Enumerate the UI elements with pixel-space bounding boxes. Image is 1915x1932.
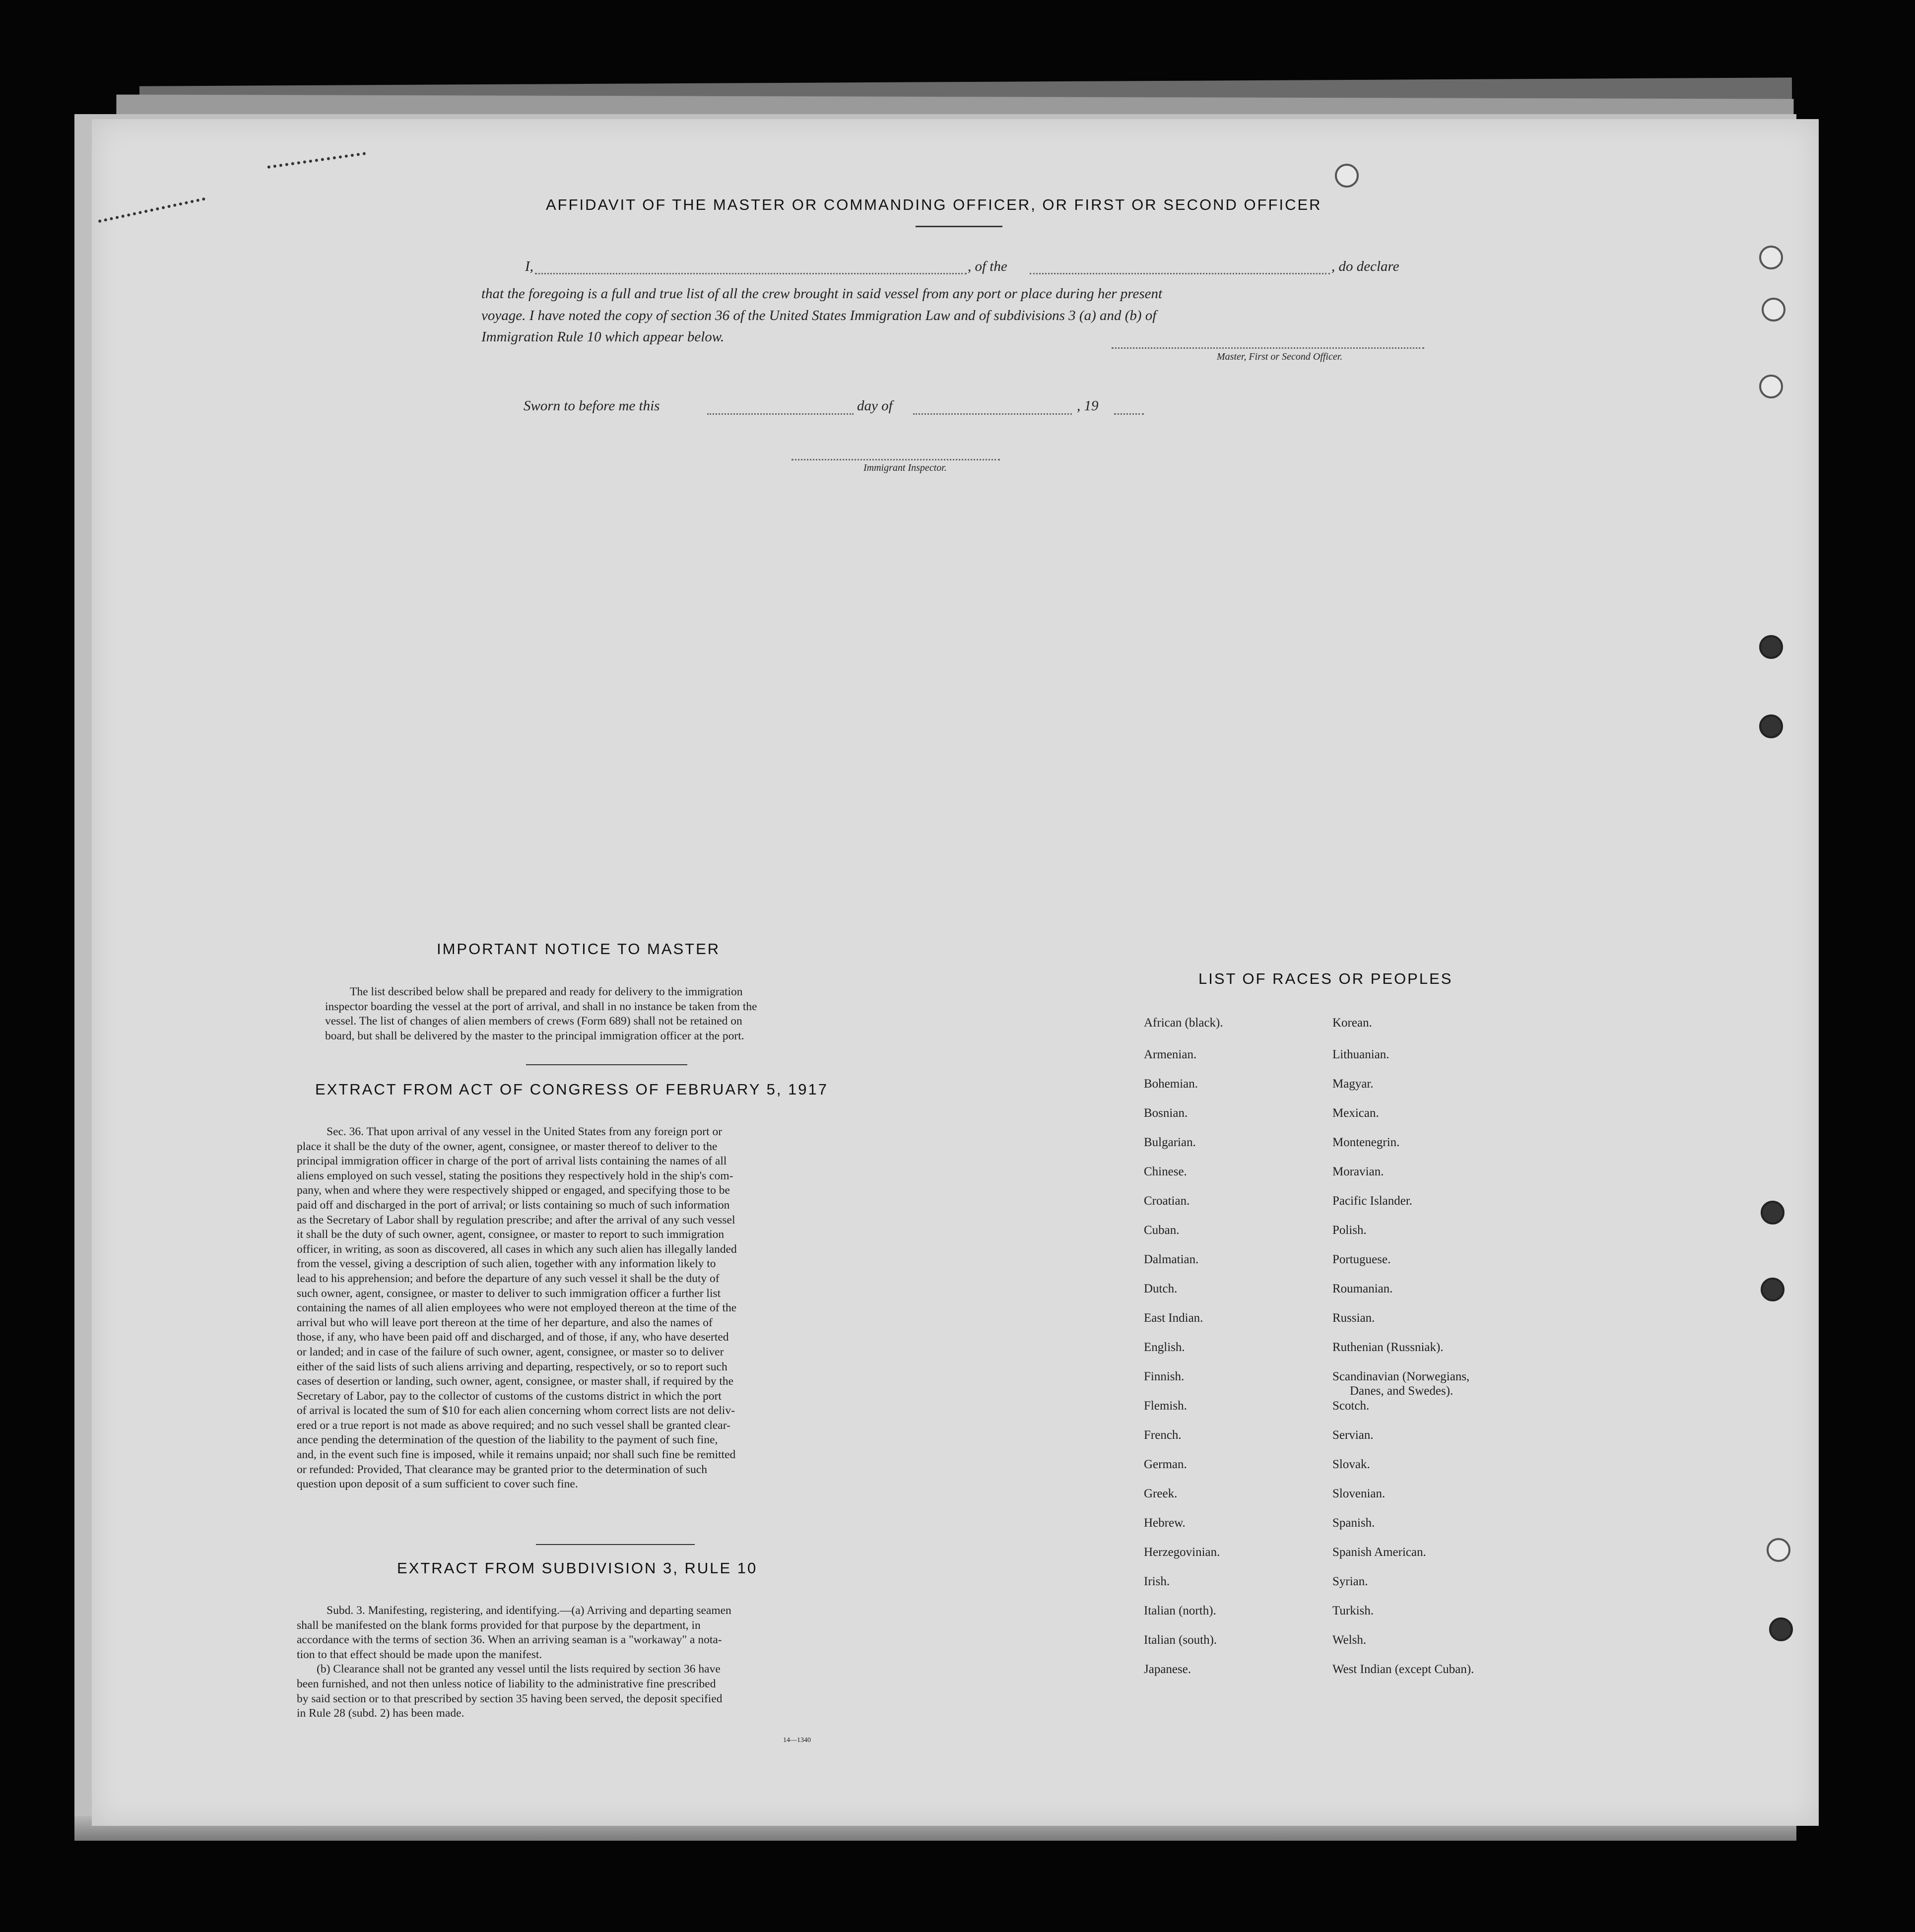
- race-left: Croatian.: [1144, 1194, 1190, 1208]
- rule-line: accordance with the terms of section 36. When an arriving seaman is a "workaway" a nota-: [297, 1633, 722, 1647]
- binder-hole-icon: [1335, 164, 1359, 188]
- notice-line: vessel. The list of changes of alien members of crews (Form 689) shall not be retained on: [325, 1015, 742, 1028]
- race-left: Dalmatian.: [1144, 1253, 1199, 1266]
- act-line: pany, when and where they were respectively shipped or engaged, and specifying those to be: [297, 1184, 730, 1197]
- affidavit-line-2: voyage. I have noted the copy of section 36 of the United States Immigration Law and of subdivisions 3 (a) and (b) of: [481, 308, 1157, 323]
- affidavit-do-declare: , do declare: [1331, 258, 1399, 274]
- act-line: it shall be the duty of such owner, agent, consignee, or master to report to such immigration: [297, 1228, 725, 1241]
- master-signature-line[interactable]: [1112, 347, 1424, 349]
- race-left: Finnish.: [1144, 1370, 1185, 1383]
- race-right: Roumanian.: [1332, 1282, 1393, 1295]
- act-line: paid off and discharged in the port of arrival; or lists containing so much of such information: [297, 1198, 730, 1212]
- act-line: Sec. 36. That upon arrival of any vessel in the United States from any foreign port or: [327, 1125, 723, 1138]
- race-right: Scandinavian (Norwegians,: [1332, 1370, 1470, 1383]
- race-right: Ruthenian (Russniak).: [1332, 1341, 1444, 1354]
- sworn-year-prefix: , 19: [1077, 398, 1099, 414]
- race-right: Spanish.: [1332, 1516, 1375, 1530]
- binder-hole-icon: [1759, 246, 1783, 269]
- race-right: West Indian (except Cuban).: [1332, 1663, 1474, 1676]
- inspector-signature-line[interactable]: [792, 459, 1000, 460]
- race-right: Syrian.: [1332, 1575, 1368, 1588]
- race-right: Polish.: [1332, 1224, 1367, 1237]
- master-signature-label: Master, First or Second Officer.: [1217, 351, 1343, 362]
- act-line: principal immigration officer in charge of the port of arrival lists containing the names of all: [297, 1155, 727, 1168]
- race-right: Magyar.: [1332, 1077, 1374, 1091]
- section-rule: [526, 1064, 687, 1065]
- race-left: Greek.: [1144, 1487, 1178, 1500]
- race-right-continuation: Danes, and Swedes).: [1350, 1384, 1453, 1398]
- race-right: Russian.: [1332, 1311, 1375, 1325]
- race-right: Scotch.: [1332, 1399, 1370, 1413]
- sworn-day-line[interactable]: [707, 413, 854, 415]
- act-line: and, in the event such fine is imposed, while it remains unpaid; nor shall such fine be remitted: [297, 1448, 736, 1462]
- sworn-day-of: day of: [857, 398, 893, 414]
- race-left: Flemish.: [1144, 1399, 1187, 1413]
- section-rule: [536, 1544, 695, 1545]
- race-left: Armenian.: [1144, 1048, 1197, 1061]
- act-extract-title: EXTRACT FROM ACT OF CONGRESS OF FEBRUARY 5, 1917: [315, 1081, 829, 1098]
- rule-line: Subd. 3. Manifesting, registering, and identifying.—(a) Arriving and departing seamen: [327, 1604, 731, 1617]
- race-left: English.: [1144, 1341, 1185, 1354]
- binder-hole-icon: [1761, 1201, 1784, 1224]
- rule-line: in Rule 28 (subd. 2) has been made.: [297, 1707, 464, 1720]
- affidavit-title: AFFIDAVIT OF THE MASTER OR COMMANDING OFFICER, OR FIRST OR SECOND OFFICER: [546, 196, 1322, 213]
- affidavit-i-label: I,: [525, 258, 533, 274]
- race-right: Servian.: [1332, 1428, 1374, 1442]
- race-left: Bohemian.: [1144, 1077, 1198, 1091]
- act-line: place it shall be the duty of the owner, agent, consignee, or master thereof to deliver to the: [297, 1140, 718, 1153]
- rule-extract-title: EXTRACT FROM SUBDIVISION 3, RULE 10: [397, 1559, 758, 1577]
- rule-line: tion to that effect should be made upon the manifest.: [297, 1648, 542, 1661]
- race-left: French.: [1144, 1428, 1182, 1442]
- act-line: as the Secretary of Labor shall by regulation prescribe; and after the arrival of any such vessel: [297, 1213, 735, 1226]
- rule-line: (b) Clearance shall not be granted any vessel until the lists required by section 36 have: [317, 1663, 721, 1676]
- act-line: aliens employed on such vessel, stating the positions they respectively hold in the ship's com-: [297, 1169, 733, 1182]
- race-right: Montenegrin.: [1332, 1136, 1400, 1149]
- race-left: African (black).: [1144, 1016, 1223, 1030]
- act-line: or refunded: Provided, That clearance may be granted prior to the determination of such: [297, 1463, 707, 1476]
- race-left: Herzegovinian.: [1144, 1546, 1220, 1559]
- act-line: arrival but who will leave port thereon at the time of her departure, and also the names of: [297, 1316, 713, 1329]
- rule-line: been furnished, and not then unless notice of liability to the administrative fine prescribed: [297, 1677, 716, 1690]
- act-line: lead to his apprehension; and before the departure of any such vessel it shall be the duty of: [297, 1272, 720, 1285]
- vessel-name-line[interactable]: [1030, 273, 1330, 274]
- title-rule: [916, 226, 1002, 227]
- race-left: Dutch.: [1144, 1282, 1178, 1295]
- binder-hole-icon: [1762, 298, 1785, 322]
- binder-hole-icon: [1767, 1538, 1790, 1562]
- affidavit-line-1: that the foregoing is a full and true list of all the crew brought in said vessel from any port or place during her present: [481, 286, 1163, 302]
- act-extract-body: [297, 1125, 737, 1492]
- race-right: Portuguese.: [1332, 1253, 1391, 1266]
- binder-hole-icon: [1759, 375, 1783, 398]
- rule-line: shall be manifested on the blank forms provided for that purpose by the department, in: [297, 1618, 701, 1632]
- act-line: containing the names of all alien employees who were not employed thereon at the time of the: [297, 1301, 737, 1315]
- race-left: Hebrew.: [1144, 1516, 1186, 1530]
- binder-hole-icon: [1759, 714, 1783, 738]
- race-right: Korean.: [1332, 1016, 1372, 1030]
- race-right: Spanish American.: [1332, 1546, 1426, 1559]
- race-right: Slovak.: [1332, 1458, 1370, 1471]
- notice-line: The list described below shall be prepared and ready for delivery to the immigration: [350, 985, 743, 998]
- race-right: Moravian.: [1332, 1165, 1384, 1178]
- sworn-month-line[interactable]: [913, 413, 1072, 415]
- act-line: of arrival is located the sum of $10 for each alien concerning whom correct lists are not deliv-: [297, 1404, 735, 1417]
- race-right: Lithuanian.: [1332, 1048, 1389, 1061]
- binder-hole-icon: [1759, 635, 1783, 659]
- notice-body: [325, 985, 757, 1043]
- races-title: LIST OF RACES OR PEOPLES: [1198, 970, 1453, 987]
- race-left: Chinese.: [1144, 1165, 1187, 1178]
- affidavit-of-the: , of the: [968, 258, 1007, 274]
- master-name-line[interactable]: [535, 273, 967, 274]
- act-line: officer, in writing, as soon as discovered, all cases in which any such alien has illegally landed: [297, 1242, 737, 1256]
- act-line: ered or a true report is not made as above required; and no such vessel shall be granted clear-: [297, 1418, 730, 1432]
- rule-extract-body: [297, 1604, 731, 1721]
- race-left: German.: [1144, 1458, 1187, 1471]
- race-right: Turkish.: [1332, 1604, 1374, 1617]
- document-sheet: [92, 119, 1819, 1826]
- race-left: Cuban.: [1144, 1224, 1180, 1237]
- act-line: from the vessel, giving a description of such alien, together with any information likely to: [297, 1257, 716, 1271]
- act-line: either of the said lists of such aliens arriving and departing, respectively, or so to report such: [297, 1360, 727, 1373]
- act-line: those, if any, who have been paid off and discharged, and of those, if any, who have deserted: [297, 1331, 729, 1344]
- act-line: Secretary of Labor, pay to the collector of customs of the customs district in which the port: [297, 1389, 722, 1403]
- act-line: or landed; and in case of the failure of such owner, agent, consignee, or master so to deliver: [297, 1345, 724, 1358]
- race-left: Irish.: [1144, 1575, 1170, 1588]
- notice-line: inspector boarding the vessel at the port of arrival, and shall in no instance be taken from the: [325, 1000, 757, 1013]
- race-right: Slovenian.: [1332, 1487, 1386, 1500]
- race-right: Mexican.: [1332, 1106, 1379, 1120]
- sworn-year-line[interactable]: [1114, 413, 1144, 415]
- race-left: Italian (north).: [1144, 1604, 1216, 1617]
- race-right: Welsh.: [1332, 1633, 1367, 1647]
- affidavit-line-3: Immigration Rule 10 which appear below.: [481, 329, 725, 345]
- race-right: Pacific Islander.: [1332, 1194, 1413, 1208]
- act-line: cases of desertion or landing, such owner, agent, consignee, or master shall, if required by the: [297, 1375, 734, 1388]
- race-left: Italian (south).: [1144, 1633, 1217, 1647]
- act-line: question upon deposit of a sum sufficient to cover such fine.: [297, 1478, 578, 1491]
- act-line: ance pending the determination of the question of the liability to the payment of such fine,: [297, 1433, 718, 1447]
- rule-line: by said section or to that prescribed by section 35 having been served, the deposit specified: [297, 1692, 723, 1705]
- inspector-label: Immigrant Inspector.: [863, 462, 947, 473]
- sworn-label: Sworn to before me this: [524, 398, 660, 414]
- race-left: Japanese.: [1144, 1663, 1191, 1676]
- act-line: such owner, agent, consignee, or master to deliver to such immigration officer a further list: [297, 1287, 721, 1300]
- race-left: Bosnian.: [1144, 1106, 1188, 1120]
- notice-line: board, but shall be delivered by the master to the principal immigration officer at the port.: [325, 1029, 744, 1042]
- race-left: East Indian.: [1144, 1311, 1203, 1325]
- form-number: 14—1340: [783, 1737, 811, 1744]
- binder-hole-icon: [1769, 1617, 1793, 1641]
- notice-title: IMPORTANT NOTICE TO MASTER: [437, 940, 721, 958]
- race-left: Bulgarian.: [1144, 1136, 1196, 1149]
- binder-hole-icon: [1761, 1278, 1784, 1301]
